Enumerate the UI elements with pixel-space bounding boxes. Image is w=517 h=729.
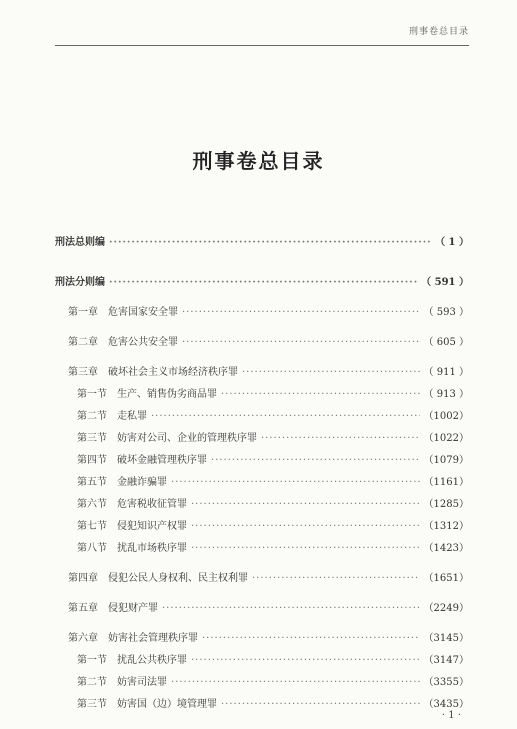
header-rule xyxy=(55,45,469,46)
toc-entry-title: 刑法分则编 xyxy=(55,277,105,288)
toc-entry-page: （1161） xyxy=(423,477,469,488)
toc-entry-number: 第三章 xyxy=(68,367,98,378)
toc-entry-page: （1002） xyxy=(423,411,469,422)
toc-entry[interactable] xyxy=(55,516,469,538)
toc-spacer xyxy=(55,560,469,568)
toc-entry-title: 金融诈骗罪 xyxy=(117,477,167,488)
toc-entry-title: 危害税收征管罪 xyxy=(117,499,187,510)
toc-entry[interactable] xyxy=(55,694,469,716)
toc-entry-page: （ 913 ） xyxy=(423,389,469,400)
toc-entry-title: 破坏金融管理秩序罪 xyxy=(117,455,207,466)
toc-entry[interactable] xyxy=(55,568,469,590)
toc-entry-title: 刑法总则编 xyxy=(55,237,105,248)
toc-entry-number: 第六章 xyxy=(68,633,98,644)
toc-entry-title: 扰乱市场秩序罪 xyxy=(117,543,187,554)
dot-leader xyxy=(191,516,420,538)
toc-entry-page: （ 591 ） xyxy=(421,277,469,288)
toc-entry[interactable] xyxy=(55,650,469,672)
toc-entry-page: （1022） xyxy=(423,433,469,444)
running-head: 刑事卷总目录 xyxy=(408,27,469,37)
toc-spacer xyxy=(55,590,469,598)
toc-entry-number: 第六节 xyxy=(77,499,107,510)
dot-leader xyxy=(261,428,420,450)
toc-entry[interactable] xyxy=(55,672,469,694)
dot-leader xyxy=(252,568,420,590)
toc-entry-title: 生产、销售伪劣商品罪 xyxy=(117,389,217,400)
toc-entry[interactable] xyxy=(55,302,469,324)
toc-entry-page: （1079） xyxy=(423,455,469,466)
toc-entry-title: 扰乱公共秩序罪 xyxy=(117,655,187,666)
toc-entry-title: 妨害国（边）境管理罪 xyxy=(117,699,217,710)
toc-entry-number: 第五节 xyxy=(77,477,107,488)
toc-spacer xyxy=(55,324,469,332)
dot-leader xyxy=(182,302,420,324)
toc-entry-number: 第四章 xyxy=(68,573,98,584)
dot-leader xyxy=(191,494,420,516)
toc-entry-number: 第二节 xyxy=(77,677,107,688)
toc-entry-number: 第三节 xyxy=(77,699,107,710)
toc-entry-page: （ 911 ） xyxy=(423,367,469,378)
toc-entry[interactable] xyxy=(55,628,469,650)
toc-entry[interactable] xyxy=(55,362,469,384)
toc-entry-number: 第一节 xyxy=(77,655,107,666)
dot-leader xyxy=(221,384,420,406)
toc-spacer xyxy=(55,354,469,362)
dot-leader xyxy=(221,694,420,716)
toc-entry[interactable] xyxy=(55,406,469,428)
toc-entry[interactable] xyxy=(55,232,469,254)
toc-entry-page: （1312） xyxy=(423,521,469,532)
dot-leader xyxy=(242,362,420,384)
toc-entry-page: （3435） xyxy=(423,699,469,710)
toc-entry[interactable] xyxy=(55,598,469,620)
toc-entry-number: 第一节 xyxy=(77,389,107,400)
toc-entry-page: （3355） xyxy=(423,677,469,688)
toc-entry-number: 第一章 xyxy=(68,307,98,318)
toc-entry-number: 第四节 xyxy=(77,455,107,466)
toc-entry-title: 侵犯财产罪 xyxy=(108,603,158,614)
toc-entry-page: （ 1 ） xyxy=(435,237,469,248)
toc-entry-title: 侵犯知识产权罪 xyxy=(117,521,187,532)
toc-entry[interactable] xyxy=(55,472,469,494)
toc-entry[interactable] xyxy=(55,332,469,354)
toc-entry-page: （3145） xyxy=(423,633,469,644)
toc-entry-number: 第五章 xyxy=(68,603,98,614)
toc-entry-number: 第八节 xyxy=(77,543,107,554)
toc-entry[interactable] xyxy=(55,428,469,450)
dot-leader xyxy=(109,232,431,254)
toc-spacer xyxy=(55,254,469,272)
toc-spacer xyxy=(55,620,469,628)
toc-entry-page: （1651） xyxy=(423,573,469,584)
toc-entry-page: （1423） xyxy=(423,543,469,554)
toc-entry-number: 第三节 xyxy=(77,433,107,444)
page-number: · 1 · xyxy=(441,710,461,721)
toc-entry-title: 走私罪 xyxy=(117,411,147,422)
toc-spacer xyxy=(55,294,469,302)
toc-entry-page: （3147） xyxy=(423,655,469,666)
toc-entry-title: 妨害社会管理秩序罪 xyxy=(108,633,198,644)
toc-entry-title: 破坏社会主义市场经济秩序罪 xyxy=(108,367,238,378)
toc-entry-number: 第二节 xyxy=(77,411,107,422)
dot-leader xyxy=(202,628,420,650)
toc-entry[interactable] xyxy=(55,272,469,294)
toc-entry-page: （ 593 ） xyxy=(423,307,469,318)
toc-entry-page: （1285） xyxy=(423,499,469,510)
toc-entry[interactable] xyxy=(55,538,469,560)
dot-leader xyxy=(109,272,417,294)
toc-entry-page: （ 605 ） xyxy=(423,337,469,348)
dot-leader xyxy=(182,332,420,354)
dot-leader xyxy=(151,406,420,428)
dot-leader xyxy=(211,450,420,472)
toc-entry[interactable] xyxy=(55,450,469,472)
dot-leader xyxy=(162,598,420,620)
toc-entry[interactable] xyxy=(55,494,469,516)
toc-entry-number: 第二章 xyxy=(68,337,98,348)
page-title: 刑事卷总目录 xyxy=(192,149,325,173)
dot-leader xyxy=(171,472,420,494)
toc-entry-number: 第七节 xyxy=(77,521,107,532)
dot-leader xyxy=(191,650,420,672)
dot-leader xyxy=(171,672,420,694)
table-of-contents xyxy=(55,232,469,716)
toc-entry-page: （2249） xyxy=(423,603,469,614)
toc-entry-title: 妨害司法罪 xyxy=(117,677,167,688)
toc-entry-title: 危害公共安全罪 xyxy=(108,337,178,348)
dot-leader xyxy=(191,538,420,560)
toc-entry-title: 危害国家安全罪 xyxy=(108,307,178,318)
toc-entry-title: 侵犯公民人身权利、民主权利罪 xyxy=(108,573,248,584)
toc-entry-title: 妨害对公司、企业的管理秩序罪 xyxy=(117,433,257,444)
toc-entry[interactable] xyxy=(55,384,469,406)
